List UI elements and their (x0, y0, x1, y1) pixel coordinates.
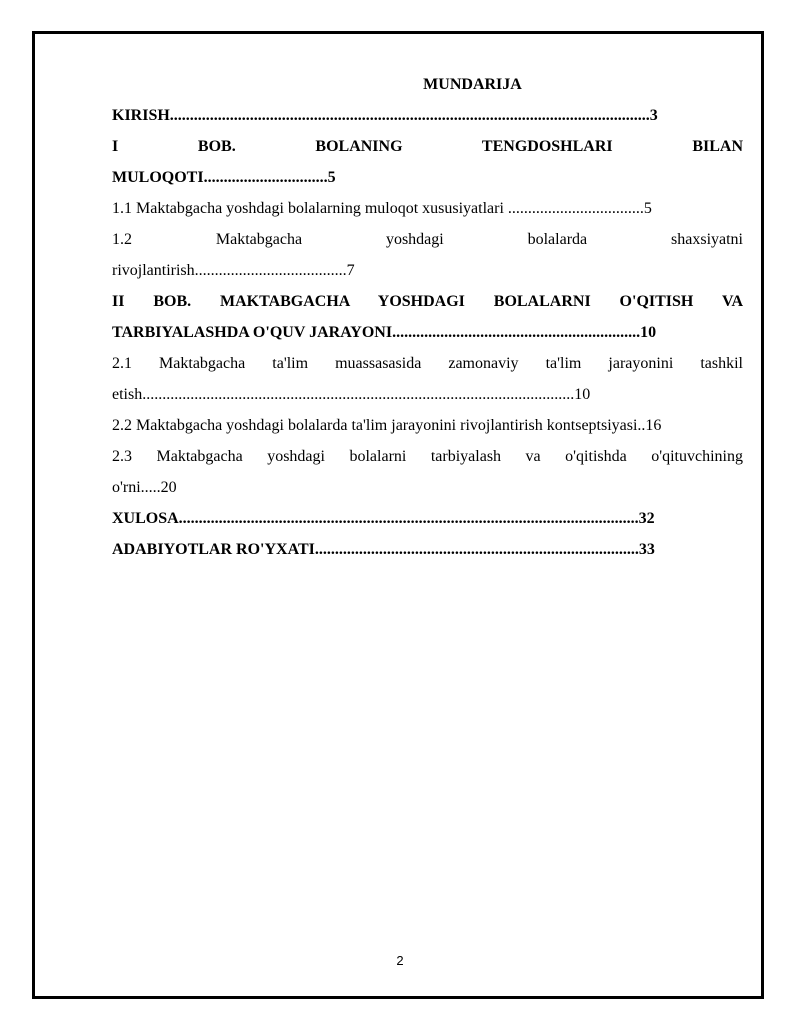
toc-entry-chapter-1-line1: I BOB. BOLANING TENGDOSHLARI BILAN (112, 138, 743, 155)
toc-entry-1-2 (112, 224, 743, 286)
toc-entry-2-3-line1: 2.3 Maktabgacha yoshdagi bolalarni tarbiyalash va o'qitishda o'qituvchining (112, 448, 743, 465)
table-of-contents (112, 70, 743, 565)
toc-entry-2-1 (112, 348, 743, 410)
toc-entry-2-3 (112, 441, 743, 503)
toc-entry-adabiyotlar: ADABIYOTLAR RO'YXATI.................................................................................33 (112, 541, 655, 558)
toc-entry-1-2-line1: 1.2 Maktabgacha yoshdagi bolalarda shaxsiyatni (112, 231, 743, 248)
toc-entry-1-2-line2: rivojlantirish......................................7 (112, 262, 355, 279)
toc-entry-2-1-line2: etish............................................................................................................10 (112, 386, 591, 403)
toc-entry-kirish: KIRISH........................................................................................................................3 (112, 107, 658, 124)
toc-entry-1-1: 1.1 Maktabgacha yoshdagi bolalarning muloqot xususiyatlari ..................................5 (112, 200, 652, 217)
toc-entry-chapter-2-line2: TARBIYALASHDA O'QUV JARAYONI..............................................................10 (112, 324, 657, 341)
page-title: MUNDARIJA (423, 76, 522, 93)
toc-entry-chapter-2-line1: II BOB. MAKTABGACHA YOSHDAGI BOLALARNI O'QITISH VA (112, 293, 743, 310)
toc-entry-2-2: 2.2 Maktabgacha yoshdagi bolalarda ta'lim jarayonini rivojlantirish kontseptsiyasi..16 (112, 417, 662, 434)
page-number: 2 (396, 953, 404, 968)
toc-entry-xulosa: XULOSA...................................................................................................................32 (112, 510, 655, 527)
toc-entry-chapter-1-line2: MULOQOTI...............................5 (112, 169, 336, 186)
toc-entry-chapter-2 (112, 286, 743, 348)
toc-entry-chapter-1 (112, 131, 743, 193)
toc-entry-2-3-line2: o'rni.....20 (112, 479, 177, 496)
toc-entry-2-1-line1: 2.1 Maktabgacha ta'lim muassasasida zamonaviy ta'lim jarayonini tashkil (112, 355, 743, 372)
